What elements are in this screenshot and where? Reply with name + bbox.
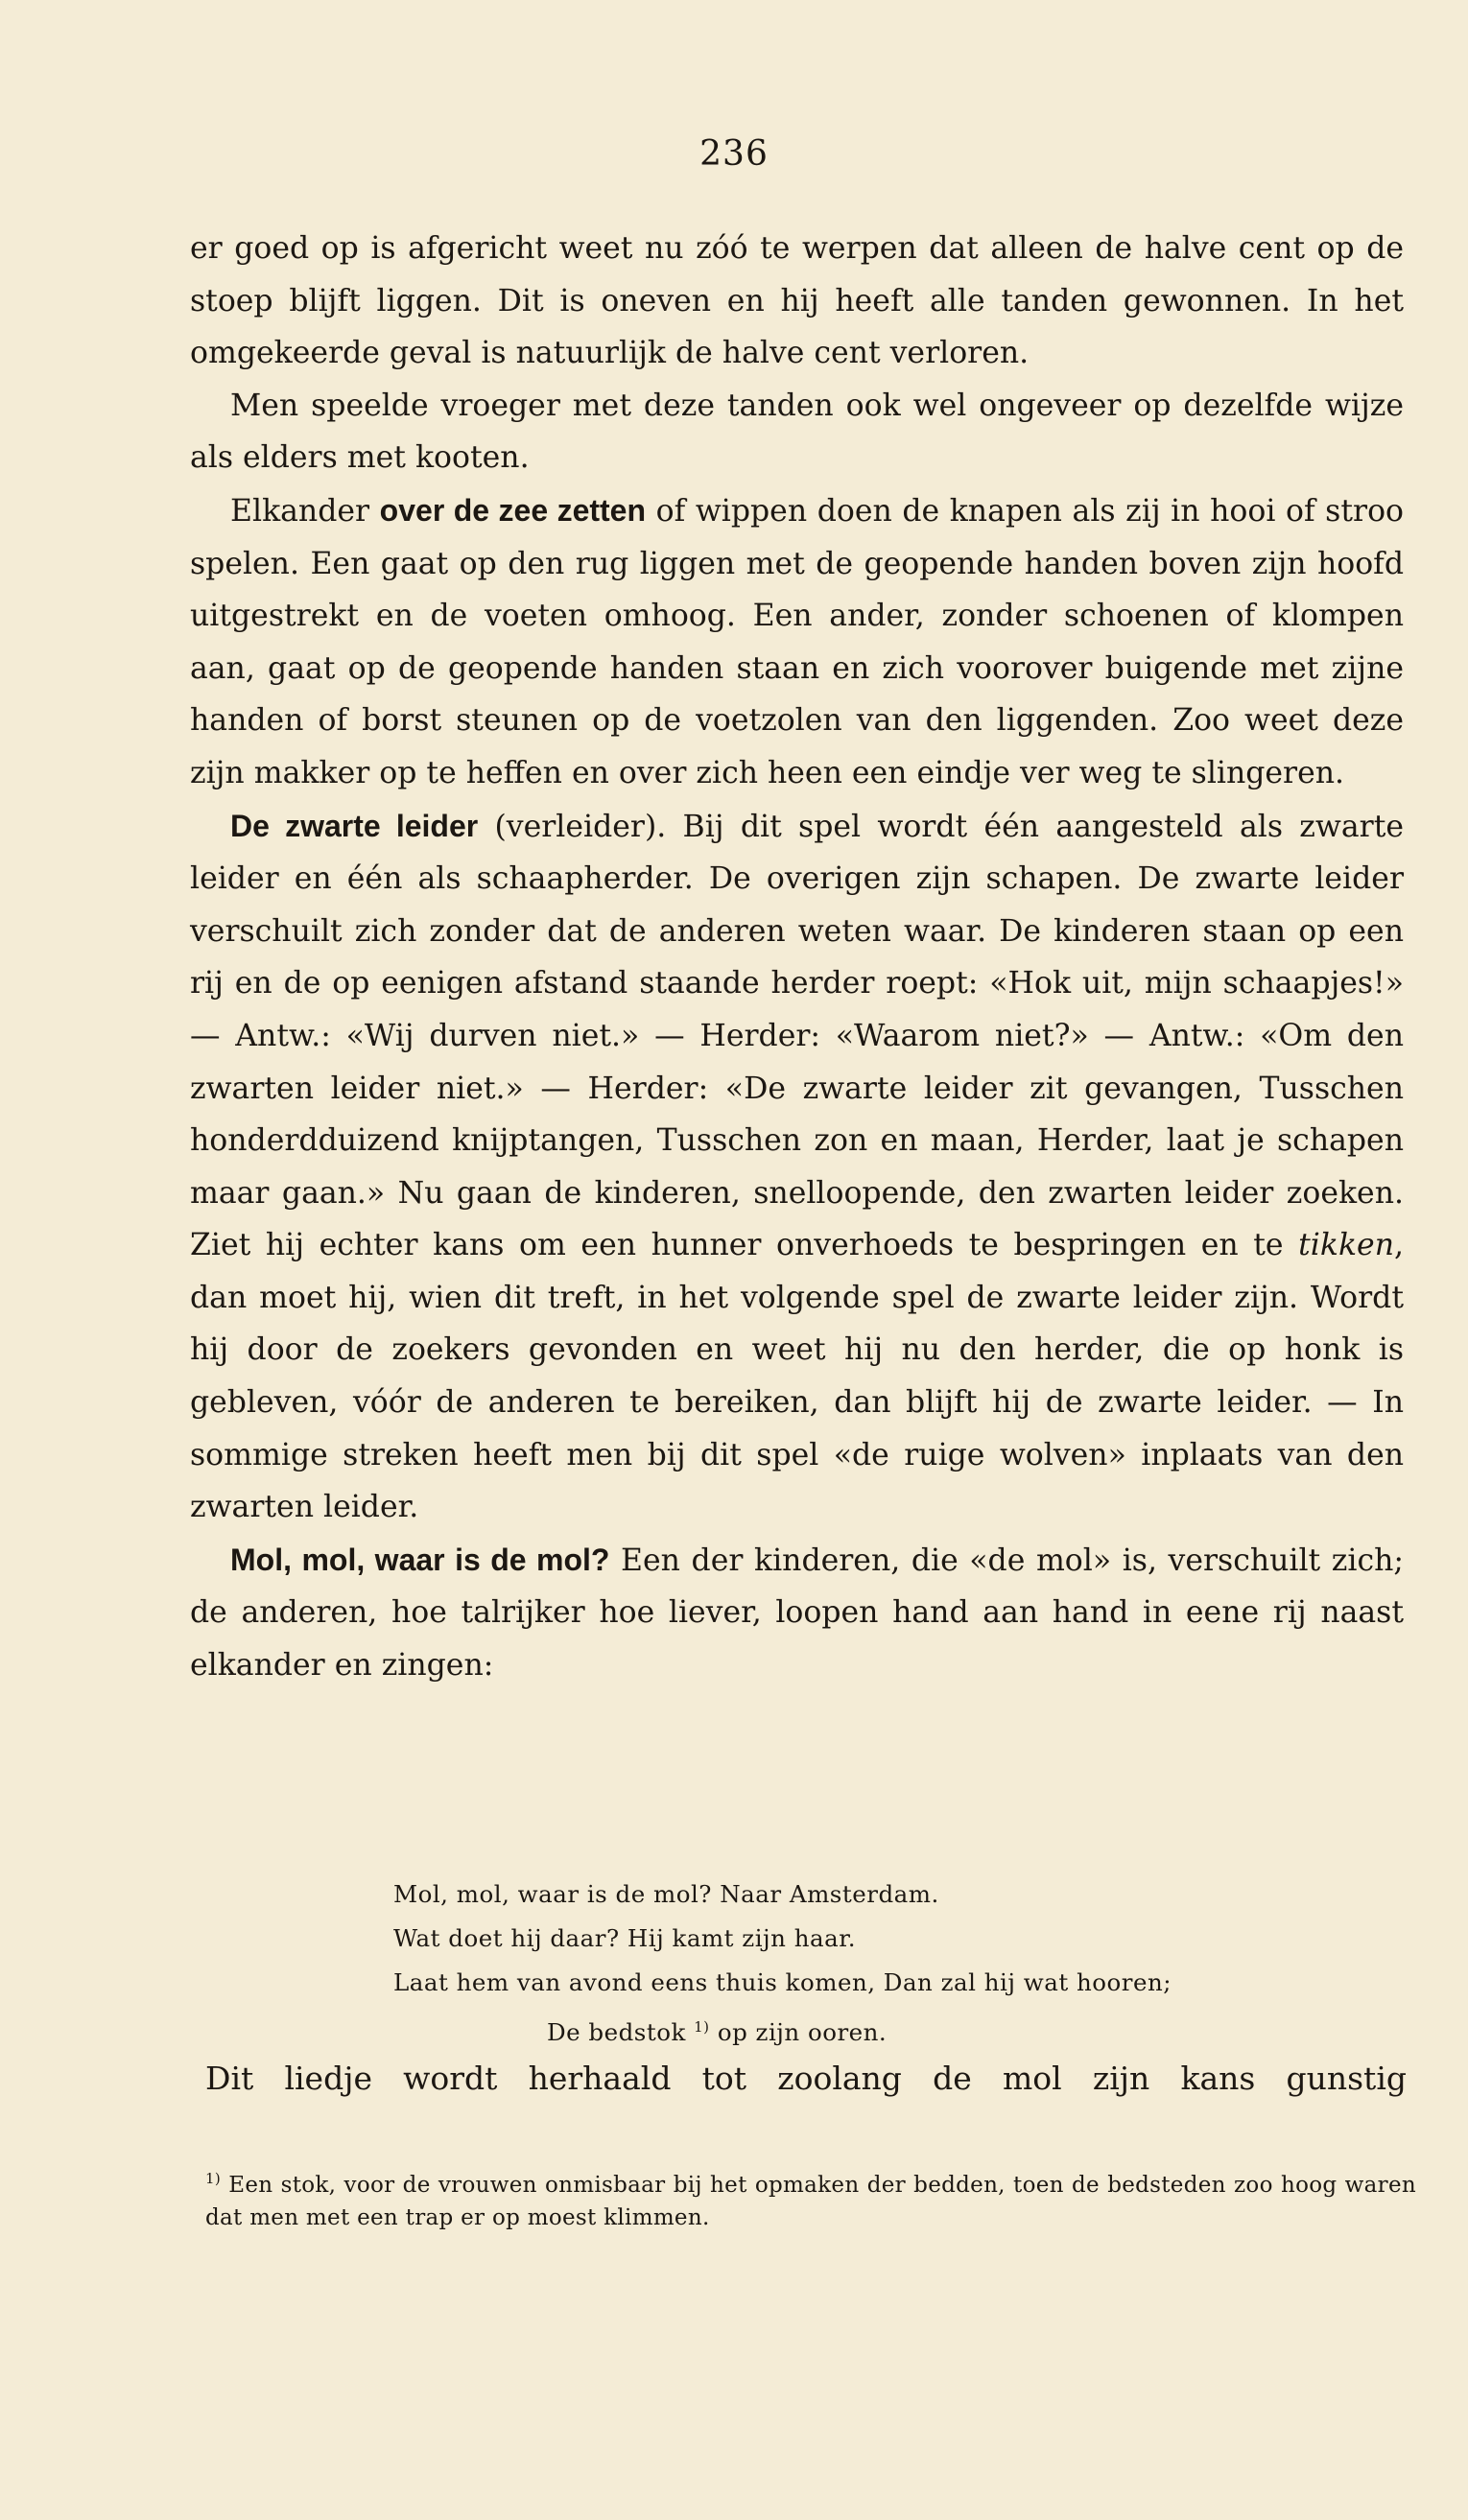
paragraph-text: Een der kinderen, die «de mol» is, verschuilt zich; de anderen, hoe talrijker hoe liever, loopen hand aan hand in eene rij naast elkander en zingen: — [190, 1543, 1405, 1684]
footnote — [205, 2162, 1416, 2234]
body-text — [190, 223, 1404, 1692]
footnote-mark: 1) — [205, 2170, 221, 2187]
paragraph-text: , dan moet hij, wien dit treft, in het volgende spel de zwarte leider zijn. Wordt hij door de zoekers gevonden en weet hij nu den herder, die op honk is gebleven, vóór de anderen te bereiken, dan blijft hij de zwarte leider. — In sommige streken heeft men bij dit spel «de ruige wolven» inplaats van den zwarten leider. — [190, 1228, 1404, 1525]
paragraph-text: of wippen doen de knapen als zij in hooi of stroo spelen. Een gaat op den rug liggen met de geopende handen boven zijn hoofd uitgestrekt en de voeten omhoog. Een ander, zonder schoenen of klompen aan, gaat op de geopende handen staan en zich voorover buigende met zijne handen of borst steunen op de voetzolen van den liggenden. Zoo weet deze zijn makker op te heffen en over zich heen een eindje ver weg te slingeren. — [190, 493, 1404, 790]
game-name: De zwarte leider — [230, 808, 479, 843]
emphasis-text: tikken — [1298, 1228, 1394, 1263]
continued-paragraph: Dit liedje wordt herhaald tot zoolang de mol zijn kans gunstig — [205, 2060, 1407, 2097]
song-line: Laat hem van avond eens thuis komen, Dan zal hij wat hooren; — [393, 1968, 1172, 1996]
paragraph — [190, 380, 1404, 484]
song-verse — [393, 1872, 1172, 2055]
paragraph-text: Elkander — [230, 493, 380, 529]
footnote-text: Een stok, voor de vrouwen onmisbaar bij het opmaken der bedden, toen de bedsteden zoo hoog waren dat men met een trap er op moest klimmen. — [205, 2173, 1416, 2230]
footnote-reference: 1) — [694, 2018, 710, 2036]
song-line: Mol, mol, waar is de mol? Naar Amsterdam. — [393, 1880, 939, 1908]
song-line — [393, 2005, 1172, 2055]
paragraph-text: er goed op is afgericht weet nu zóó te werpen dat alleen de halve cent op de stoep blijft liggen. Dit is oneven en hij heeft alle tanden gewonnen. In het omgekeerde geval is natuurlijk de halve cent verloren. — [190, 231, 1404, 371]
game-name: Mol, mol, waar is de mol? — [230, 1542, 610, 1577]
paragraph — [190, 1534, 1404, 1692]
song-line-text: De bedstok — [547, 2018, 686, 2046]
song-line: Wat doet hij daar? Hij kamt zijn haar. — [393, 1924, 856, 1952]
paragraph-text: Men speelde vroeger met deze tanden ook wel ongeveer op dezelfde wijze als elders met kooten. — [190, 388, 1404, 476]
paragraph — [190, 800, 1404, 1534]
paragraph — [190, 484, 1404, 800]
song-line-text: op zijn ooren. — [717, 2018, 888, 2046]
page-number: 236 — [699, 134, 769, 174]
game-name: over de zee zetten — [379, 492, 647, 528]
paragraph-text: (verleider). Bij dit spel wordt één aangesteld als zwarte leider en één als schaapherder. De overigen zijn schapen. De zwarte leider verschuilt zich zonder dat de anderen weten waar. De kinderen staan op een rij en de op eenigen afstand staande herder roept: «Hok uit, mijn schaapjes!» — Antw.: «Wij durven niet.» — Herder: «Waarom niet?» — Antw.: «Om den zwarten leider niet.» — Herder: «De zwarte leider zit gevangen, Tusschen honderdduizend knijptangen, Tusschen zon en maan, Herder, laat je schapen maar gaan.» Nu gaan de kinderen, snelloopende, den zwarten leider zoeken. Ziet hij echter kans om een hunner onverhoeds te bespringen en te — [190, 809, 1404, 1263]
paragraph — [190, 223, 1404, 380]
